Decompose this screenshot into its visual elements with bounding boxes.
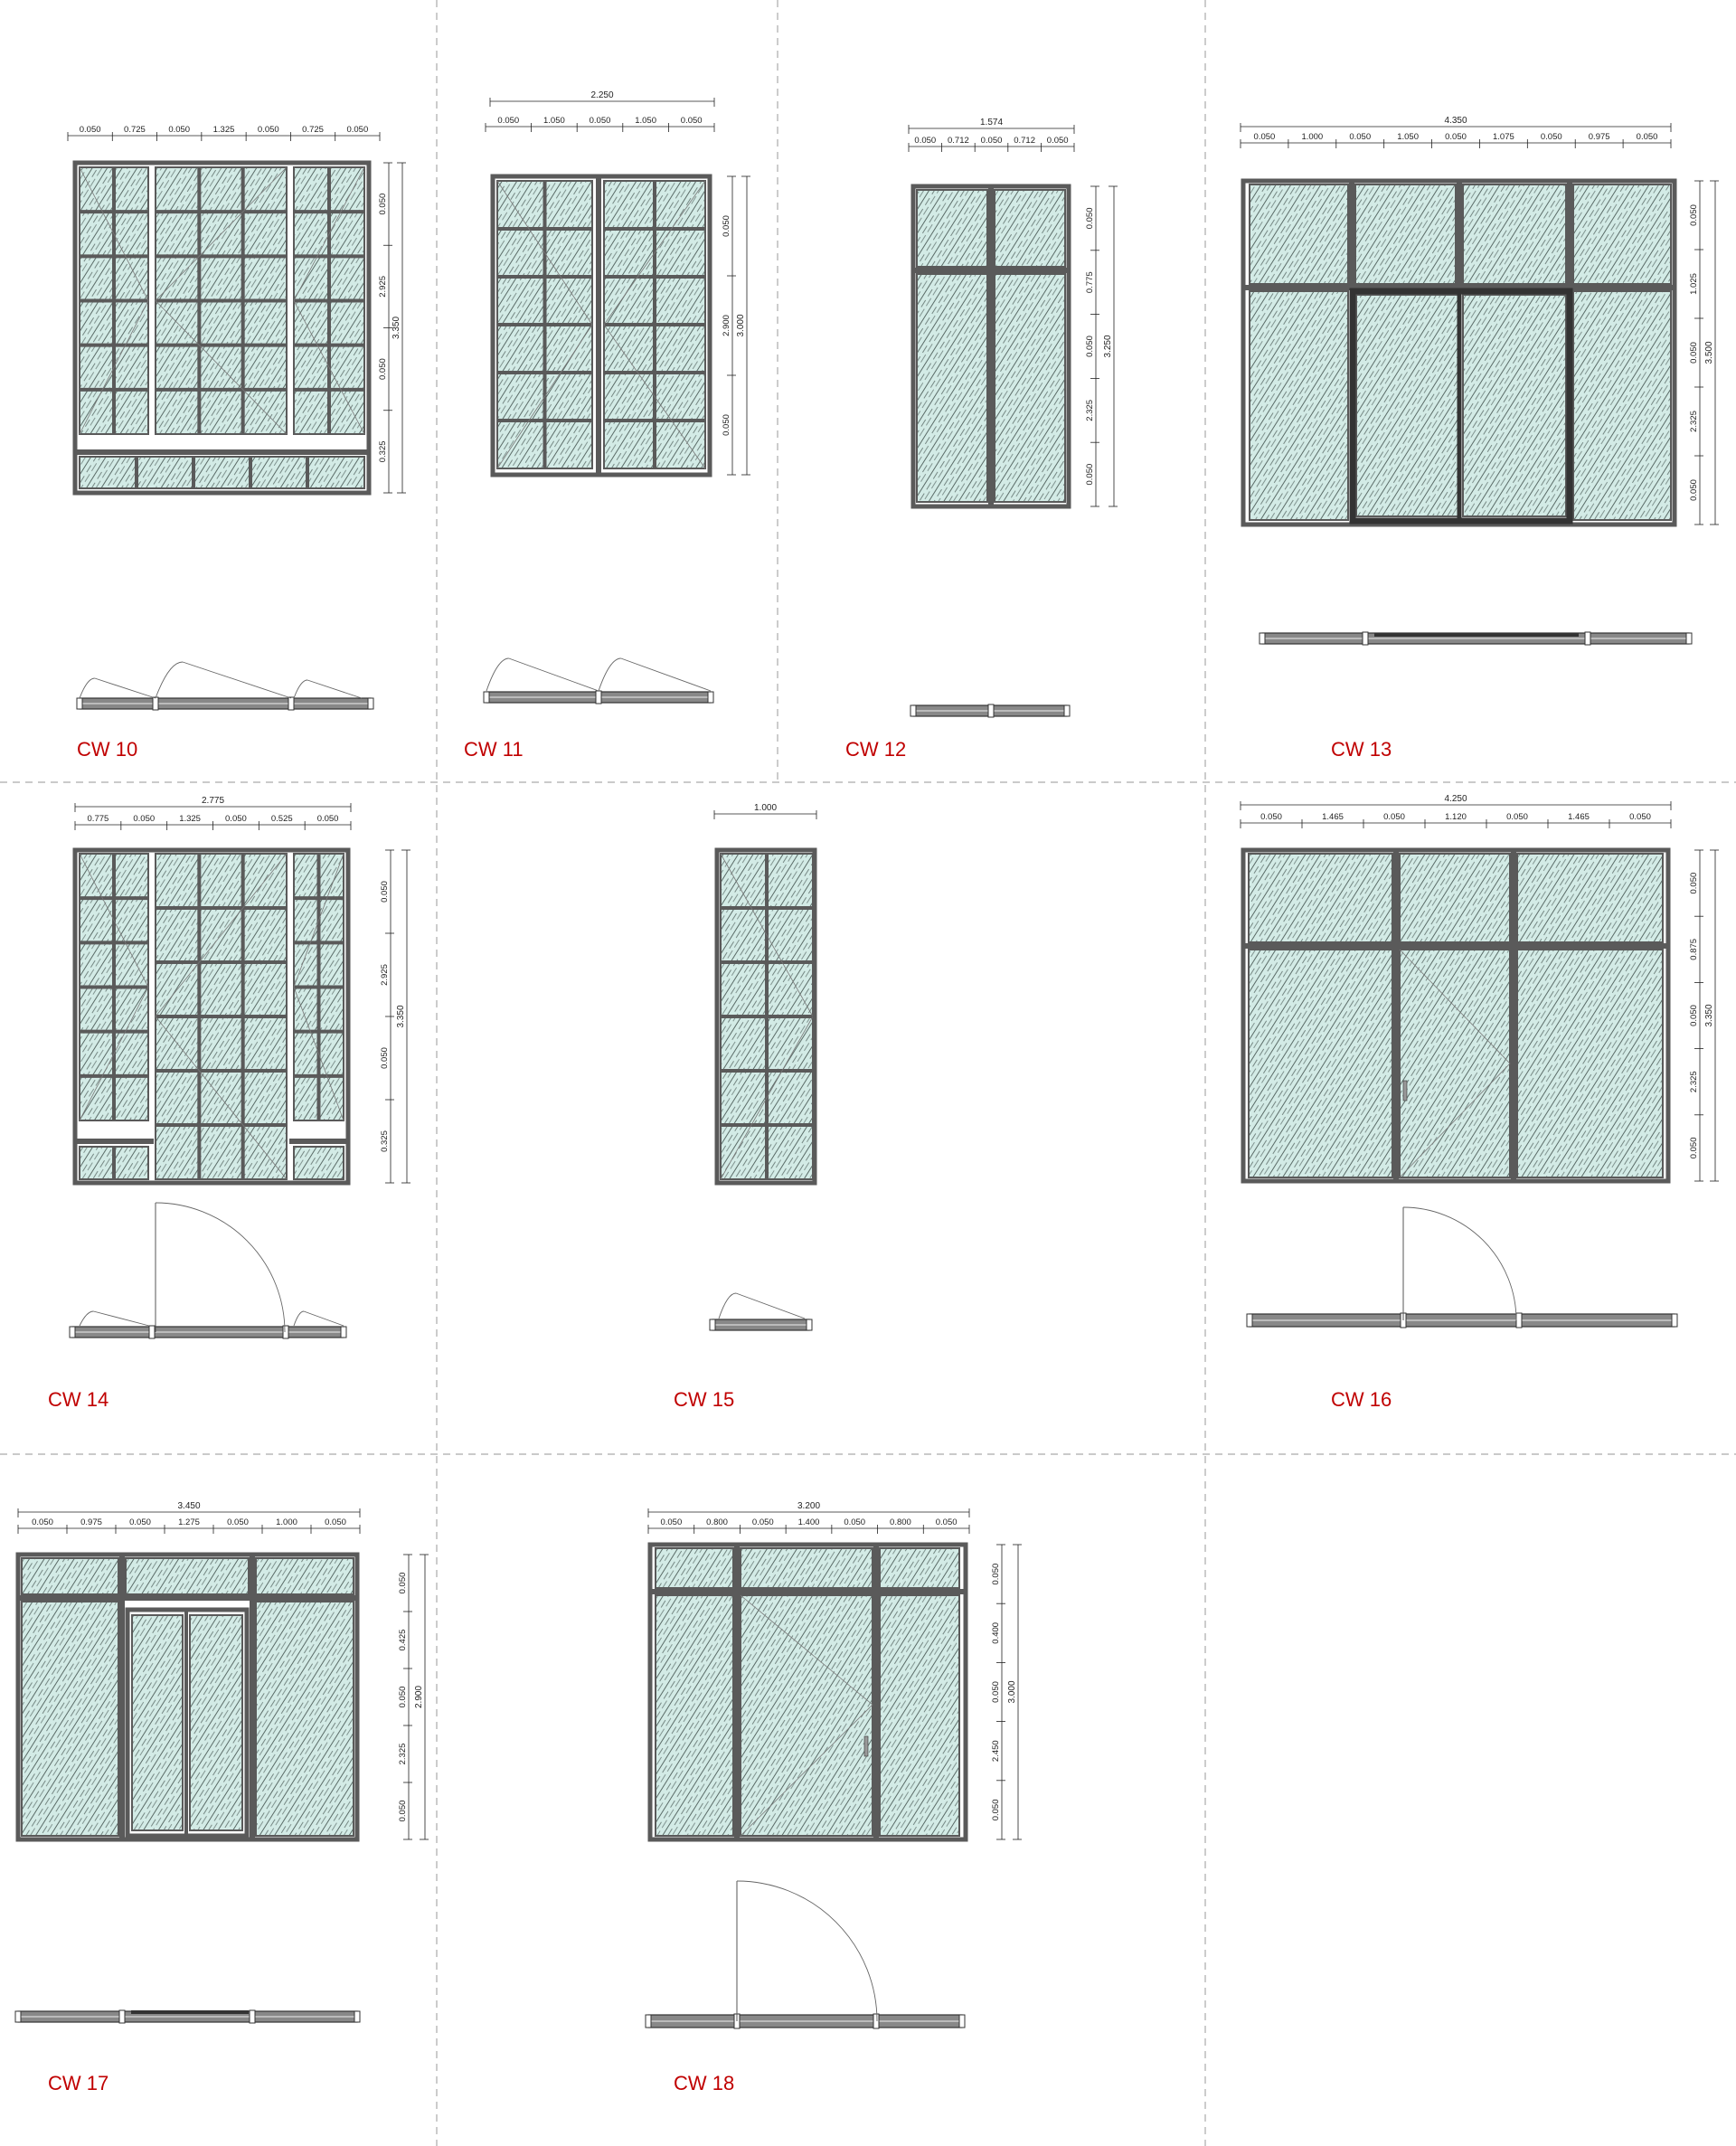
dimension-text: 0.050 bbox=[991, 1563, 1001, 1585]
drawing-cw-18 bbox=[646, 1501, 1022, 2094]
plan-jamb bbox=[807, 1319, 812, 1330]
sliding-track bbox=[1374, 633, 1579, 637]
casement-leaf bbox=[183, 662, 291, 698]
dimension-text: 0.050 bbox=[398, 1800, 408, 1822]
dimension-text: 0.050 bbox=[914, 136, 937, 146]
glass-pane bbox=[741, 1595, 873, 1836]
dimension-text: 0.050 bbox=[497, 116, 520, 126]
dimension-text: 0.875 bbox=[1689, 938, 1699, 960]
drawing-cw-11 bbox=[464, 90, 750, 761]
glass-pane bbox=[22, 1558, 118, 1594]
door-handle bbox=[1403, 1081, 1407, 1101]
dimension-text: 1.050 bbox=[635, 116, 656, 126]
dimension-text: 1.025 bbox=[1689, 273, 1699, 295]
overall-height-text: 3.000 bbox=[736, 314, 746, 337]
dimension-text: 0.725 bbox=[124, 125, 146, 135]
dimension-text: 1.050 bbox=[543, 116, 565, 126]
dimension-text: 0.050 bbox=[1445, 132, 1467, 142]
overall-width-text: 4.250 bbox=[1444, 794, 1467, 804]
glass-pane bbox=[1250, 184, 1348, 284]
casement-leaf bbox=[736, 1293, 805, 1319]
dimension-text: 1.325 bbox=[179, 814, 201, 824]
plan-mullion bbox=[119, 2010, 125, 2023]
dimension-text: 1.465 bbox=[1322, 812, 1344, 822]
glass-pane bbox=[132, 1615, 183, 1830]
dimension-text: 0.325 bbox=[380, 1130, 390, 1152]
plan-mullion bbox=[1516, 1313, 1522, 1328]
dimension-text: 0.775 bbox=[1085, 271, 1095, 294]
dimension-text: 0.050 bbox=[133, 814, 156, 824]
plan-mullion bbox=[596, 691, 601, 704]
dimension-text: 0.050 bbox=[168, 125, 191, 135]
drawing-cw-12 bbox=[845, 118, 1118, 761]
casement-arc bbox=[486, 658, 509, 691]
glass-pane bbox=[656, 1548, 733, 1588]
dimension-text: 0.050 bbox=[1085, 336, 1095, 357]
dimension-text: 0.050 bbox=[1636, 132, 1658, 142]
dimension-text: 0.050 bbox=[660, 1517, 683, 1527]
dimension-text: 0.050 bbox=[380, 881, 390, 903]
casement-arc bbox=[719, 1293, 736, 1319]
dimension-text: 2.325 bbox=[398, 1743, 408, 1765]
glass-pane bbox=[995, 190, 1065, 267]
dimension-text: 0.725 bbox=[302, 125, 324, 135]
door-swing-arc bbox=[1403, 1207, 1516, 1320]
dimension-text: 0.325 bbox=[378, 440, 388, 463]
dimension-text: 0.775 bbox=[87, 814, 109, 824]
drawing-cw-15 bbox=[674, 803, 816, 1411]
glass-pane bbox=[80, 457, 364, 488]
dimension-text: 0.800 bbox=[706, 1517, 728, 1527]
dimension-text: 0.050 bbox=[980, 136, 1003, 146]
glass-pane bbox=[22, 1602, 118, 1836]
overall-height-text: 2.900 bbox=[414, 1685, 424, 1709]
glass-pane bbox=[1517, 854, 1663, 942]
casement-leaf bbox=[509, 658, 599, 691]
dimension-text: 0.050 bbox=[1506, 812, 1528, 822]
dimension-text: 0.050 bbox=[1689, 342, 1699, 364]
drawing-label: CW 12 bbox=[845, 738, 907, 761]
overall-width-text: 2.775 bbox=[201, 796, 225, 806]
glass-pane bbox=[1400, 950, 1510, 1177]
casement-arc bbox=[294, 1311, 304, 1326]
sliding-track bbox=[131, 2010, 249, 2014]
glass-pane bbox=[1517, 950, 1663, 1177]
plan-mullion bbox=[250, 2010, 255, 2023]
overall-height-text: 3.500 bbox=[1704, 341, 1714, 364]
dimension-text: 2.325 bbox=[1689, 1071, 1699, 1093]
dimension-text: 0.050 bbox=[1085, 463, 1095, 486]
glass-pane bbox=[1463, 295, 1566, 516]
dimension-text: 0.050 bbox=[380, 1047, 390, 1069]
plan-mullion bbox=[149, 1326, 155, 1338]
dimension-text: 0.050 bbox=[257, 125, 279, 135]
plan-jamb bbox=[484, 692, 489, 703]
dimension-text: 0.050 bbox=[1689, 1137, 1699, 1159]
drawing-cw-16 bbox=[1241, 794, 1719, 1411]
dimension-text: 0.050 bbox=[1046, 136, 1069, 146]
dimension-text: 0.800 bbox=[890, 1517, 911, 1527]
plan-jamb bbox=[341, 1327, 346, 1338]
overall-width-text: 1.000 bbox=[753, 803, 778, 813]
dimension-text: 0.712 bbox=[948, 136, 969, 146]
drawing-label: CW 13 bbox=[1331, 738, 1392, 761]
overall-width-text: 4.350 bbox=[1444, 116, 1467, 126]
dimension-text: 0.050 bbox=[722, 215, 731, 237]
dimension-text: 1.000 bbox=[1301, 132, 1324, 142]
plan-jamb bbox=[910, 705, 916, 716]
overall-height-text: 3.000 bbox=[1007, 1680, 1017, 1704]
glass-pane bbox=[741, 1548, 873, 1588]
dimension-text: 0.975 bbox=[1588, 132, 1610, 142]
glass-pane bbox=[1249, 854, 1392, 942]
overall-width-text: 3.200 bbox=[797, 1501, 821, 1511]
glass-pane bbox=[294, 1147, 344, 1179]
glass-pane bbox=[190, 1615, 242, 1830]
drawing-label: CW 17 bbox=[48, 2072, 109, 2094]
dimension-text: 0.050 bbox=[991, 1681, 1001, 1703]
plan-mullion bbox=[1585, 632, 1590, 645]
drawing-label: CW 11 bbox=[464, 738, 524, 761]
dimension-text: 1.050 bbox=[1397, 132, 1420, 142]
plan-jamb bbox=[708, 692, 713, 703]
dimension-text: 0.050 bbox=[225, 814, 247, 824]
door-swing-arc bbox=[737, 1881, 877, 2021]
dimension-text: 0.050 bbox=[1260, 812, 1282, 822]
plan-mullion bbox=[288, 697, 294, 710]
dimension-text: 0.525 bbox=[270, 814, 293, 824]
dimension-text: 1.465 bbox=[1568, 812, 1590, 822]
glass-pane bbox=[1250, 291, 1348, 520]
glass-pane bbox=[1356, 295, 1459, 516]
dimension-text: 0.975 bbox=[80, 1517, 102, 1527]
dimension-text: 2.900 bbox=[722, 315, 731, 336]
dimension-text: 0.050 bbox=[1689, 204, 1699, 226]
dimension-text: 0.050 bbox=[1540, 132, 1562, 142]
dimension-text: 0.050 bbox=[1689, 1005, 1699, 1026]
dimension-text: 0.050 bbox=[129, 1517, 151, 1527]
dimension-text: 0.050 bbox=[325, 1517, 346, 1527]
drawing-label: CW 10 bbox=[77, 738, 138, 761]
dimension-text: 0.050 bbox=[316, 814, 339, 824]
glass-pane bbox=[1463, 184, 1566, 284]
dimension-text: 0.050 bbox=[751, 1517, 774, 1527]
plan-mullion bbox=[988, 704, 994, 717]
dimension-text: 0.050 bbox=[1689, 479, 1699, 501]
dimension-text: 2.925 bbox=[378, 275, 388, 298]
dimension-text: 0.050 bbox=[398, 1686, 408, 1708]
plan-mullion bbox=[873, 2014, 879, 2028]
dimension-text: 2.325 bbox=[1085, 399, 1095, 421]
dimension-text: 0.050 bbox=[1689, 872, 1699, 894]
dimension-text: 0.400 bbox=[991, 1621, 1001, 1644]
glass-pane bbox=[1573, 291, 1671, 520]
dimension-text: 1.120 bbox=[1445, 812, 1467, 822]
glass-pane bbox=[1400, 854, 1510, 942]
drawing-cw-10 bbox=[68, 125, 406, 761]
overall-height-text: 3.350 bbox=[396, 1005, 406, 1028]
dimension-text: 0.050 bbox=[1349, 132, 1372, 142]
glass-pane bbox=[126, 1558, 249, 1594]
casement-arc bbox=[599, 658, 621, 691]
glass-pane bbox=[995, 274, 1065, 502]
casement-leaf bbox=[307, 680, 362, 698]
dimension-text: 1.000 bbox=[276, 1517, 297, 1527]
casement-arc bbox=[294, 680, 307, 698]
dimension-text: 1.075 bbox=[1492, 132, 1514, 142]
plan-jamb bbox=[1064, 705, 1070, 716]
dimension-text: 0.050 bbox=[32, 1517, 53, 1527]
plan-jamb bbox=[77, 698, 82, 709]
drawing-label: CW 14 bbox=[48, 1388, 109, 1411]
door-handle bbox=[864, 1736, 868, 1756]
dimension-text: 0.712 bbox=[1014, 136, 1035, 146]
glass-pane bbox=[917, 274, 987, 502]
dimension-text: 2.325 bbox=[1689, 411, 1699, 432]
dimension-text: 0.425 bbox=[398, 1629, 408, 1651]
dimension-text: 0.050 bbox=[378, 358, 388, 381]
plan-mullion bbox=[153, 697, 158, 710]
plan-jamb bbox=[15, 2011, 21, 2022]
dimension-text: 0.050 bbox=[398, 1572, 408, 1594]
plan-jamb bbox=[1247, 1314, 1252, 1327]
drawing-label: CW 15 bbox=[674, 1388, 735, 1411]
glass-pane bbox=[256, 1602, 354, 1836]
drawing-cw-13 bbox=[1241, 116, 1719, 761]
casement-arc bbox=[80, 1311, 93, 1326]
overall-width-text: 1.574 bbox=[979, 118, 1004, 128]
dimension-text: 0.050 bbox=[79, 125, 101, 135]
dimension-text: 2.925 bbox=[380, 964, 390, 986]
glass-pane bbox=[880, 1595, 959, 1836]
dimension-text: 0.050 bbox=[1383, 812, 1405, 822]
dimension-text: 0.050 bbox=[589, 116, 611, 126]
plan-mullion bbox=[283, 1326, 288, 1338]
glass-pane bbox=[256, 1558, 354, 1594]
plan-jamb bbox=[368, 698, 373, 709]
plan-jamb bbox=[1672, 1314, 1677, 1327]
dimension-text: 0.050 bbox=[1085, 207, 1095, 230]
glass-pane bbox=[1249, 950, 1392, 1177]
dimension-text: 0.050 bbox=[378, 193, 388, 215]
plan-jamb bbox=[959, 2015, 965, 2028]
dimension-text: 0.050 bbox=[844, 1517, 866, 1527]
drawing-label: CW 16 bbox=[1331, 1388, 1392, 1411]
dimension-text: 0.050 bbox=[935, 1517, 958, 1527]
dimension-text: 1.400 bbox=[797, 1517, 820, 1527]
drawing-cw-17 bbox=[15, 1501, 429, 2094]
dimension-text: 0.050 bbox=[227, 1517, 249, 1527]
plan-jamb bbox=[1260, 633, 1265, 644]
overall-height-text: 3.350 bbox=[1704, 1004, 1714, 1027]
drawing-label: CW 18 bbox=[674, 2072, 735, 2094]
drawing-cw-14 bbox=[48, 796, 410, 1411]
casement-arc bbox=[156, 662, 183, 698]
glass-pane bbox=[880, 1548, 959, 1588]
casement-leaf bbox=[95, 678, 156, 698]
dimension-text: 0.050 bbox=[1629, 812, 1651, 822]
dimension-text: 0.050 bbox=[1253, 132, 1276, 142]
dimension-text: 0.050 bbox=[680, 116, 703, 126]
plan-mullion bbox=[1363, 632, 1368, 645]
glass-pane bbox=[1573, 184, 1671, 284]
plan-jamb bbox=[646, 2015, 651, 2028]
overall-height-text: 3.350 bbox=[392, 316, 401, 340]
glass-pane bbox=[917, 190, 987, 267]
glass-pane bbox=[656, 1595, 733, 1836]
dimension-text: 0.050 bbox=[991, 1799, 1001, 1821]
dimension-text: 2.450 bbox=[991, 1740, 1001, 1763]
dimension-text: 1.275 bbox=[178, 1517, 200, 1527]
casement-leaf bbox=[621, 658, 711, 691]
plan-jamb bbox=[70, 1327, 75, 1338]
casement-leaf bbox=[93, 1311, 149, 1326]
glass-pane bbox=[1355, 184, 1456, 284]
overall-height-text: 3.250 bbox=[1103, 335, 1113, 358]
dimension-text: 0.050 bbox=[346, 125, 369, 135]
plan-jamb bbox=[354, 2011, 360, 2022]
dimension-text: 1.325 bbox=[212, 125, 235, 135]
dimension-text: 0.050 bbox=[722, 414, 731, 436]
overall-width-text: 2.250 bbox=[590, 90, 614, 100]
casement-arc bbox=[80, 678, 95, 698]
casement-leaf bbox=[304, 1311, 344, 1326]
door-swing-arc bbox=[156, 1203, 285, 1332]
plan-jamb bbox=[1686, 633, 1692, 644]
overall-width-text: 3.450 bbox=[177, 1501, 201, 1511]
plan-jamb bbox=[710, 1319, 715, 1330]
